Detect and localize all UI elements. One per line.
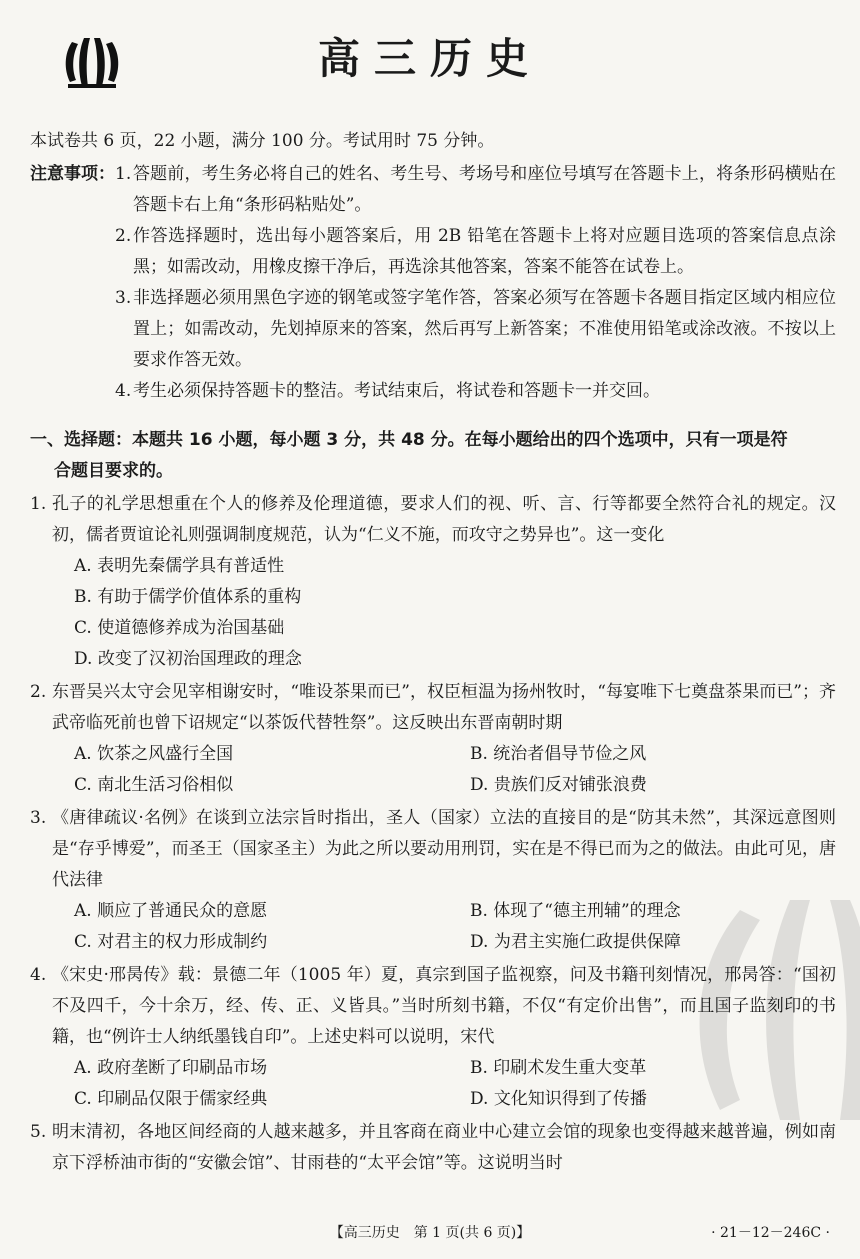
option-d: D. 文化知识得到了传播 bbox=[470, 1089, 647, 1109]
question-number: 5. bbox=[30, 1122, 47, 1142]
question-1 bbox=[30, 489, 836, 675]
option-b: B. 统治者倡导节俭之风 bbox=[470, 744, 647, 764]
question-text: 《宋史·邢昺传》载：景德二年（1005 年）夏，真宗到国子监视察，问及书籍刊刻情况，邢昺答：“国初不及四千，今十余万，经、传、正、义皆具。”当时所刻书籍，不仅“有定价出售”，而且国子监刻印的书籍，也“例许士人纳纸墨钱自印”。上述史料可以说明，宋代 bbox=[52, 965, 836, 1047]
option-c: C. 南北生活习俗相似 bbox=[74, 775, 234, 795]
question-3 bbox=[30, 803, 836, 958]
notice-item-text: 答题前，考生务必将自己的姓名、考生号、考场号和座位号填写在答题卡上，将条形码横贴在答题卡右上角“条形码粘贴处”。 bbox=[133, 164, 836, 215]
question-stem bbox=[30, 960, 836, 1053]
notice-item bbox=[115, 221, 836, 283]
question-4 bbox=[30, 960, 836, 1115]
page-footer: 【高三历史 第 1 页(共 6 页)】 bbox=[329, 1225, 531, 1241]
notice-item-text: 考生必须保持答题卡的整洁。考试结束后，将试卷和答题卡一并交回。 bbox=[133, 381, 660, 401]
exam-content bbox=[30, 126, 836, 1179]
notice-item-number: 4. bbox=[115, 381, 132, 401]
question-stem bbox=[30, 803, 836, 896]
option-b: B. 体现了“德主刑辅”的理念 bbox=[470, 901, 681, 921]
option-a: A. 顺应了普通民众的意愿 bbox=[74, 901, 268, 921]
notice-item-text: 非选择题必须用黑色字迹的钢笔或签字笔作答，答案必须写在答题卡各题目指定区域内相应位置上；如需改动，先划掉原来的答案，然后再写上新答案；不准使用铅笔或涂改液。不按以上要求作答无效。 bbox=[133, 288, 836, 370]
option-a: A. 表明先秦儒学具有普适性 bbox=[74, 556, 285, 576]
option-c: C. 印刷品仅限于儒家经典 bbox=[74, 1089, 268, 1109]
question-options bbox=[30, 551, 836, 675]
notice-item-number: 2. bbox=[115, 226, 132, 246]
notice-item bbox=[115, 376, 836, 407]
question-5 bbox=[30, 1117, 836, 1179]
question-2 bbox=[30, 677, 836, 801]
question-stem bbox=[30, 1117, 836, 1179]
question-options bbox=[30, 896, 836, 958]
section-heading bbox=[30, 425, 836, 487]
question-text: 明末清初，各地区间经商的人越来越多，并且客商在商业中心建立会馆的现象也变得越来越普遍，例如南京下浮桥油市街的“安徽会馆”、甘雨巷的“太平会馆”等。这说明当时 bbox=[52, 1122, 836, 1173]
notice-block bbox=[30, 159, 836, 407]
notice-item-text: 作答选择题时，选出每小题答案后，用 2B 铅笔在答题卡上将对应题目选项的答案信息点涂黑；如需改动，用橡皮擦干净后，再选涂其他答案，答案不能答在试卷上。 bbox=[133, 226, 836, 277]
notice-item bbox=[115, 283, 836, 376]
question-options bbox=[30, 739, 836, 801]
notice-label: 注意事项： bbox=[30, 164, 115, 184]
option-d: D. 贵族们反对铺张浪费 bbox=[470, 775, 647, 795]
question-number: 4. bbox=[30, 965, 47, 985]
option-d: D. 为君主实施仁政提供保障 bbox=[470, 932, 681, 952]
section-heading-line1: 一、选择题：本题共 16 小题，每小题 3 分，共 48 分。在每小题给出的四个选项中，只有一项是符 bbox=[30, 430, 788, 450]
notice-item-number: 1. bbox=[115, 164, 132, 184]
option-c: C. 对君主的权力形成制约 bbox=[74, 932, 268, 952]
notice-item bbox=[115, 159, 836, 221]
section-heading-line2: 合题目要求的。 bbox=[54, 461, 173, 481]
notice-items bbox=[115, 159, 836, 407]
question-stem bbox=[30, 489, 836, 551]
page-title: 高三历史 bbox=[317, 34, 542, 83]
question-text: 东晋吴兴太守会见宰相谢安时，“唯设茶果而已”，权臣桓温为扬州牧时，“每宴唯下七奠盘茶果而已”；齐武帝临死前也曾下诏规定“以茶饭代替牲祭”。这反映出东晋南朝时期 bbox=[52, 682, 836, 733]
question-number: 1. bbox=[30, 494, 47, 514]
notice-item-number: 3. bbox=[115, 288, 132, 308]
question-text: 孔子的礼学思想重在个人的修养及伦理道德，要求人们的视、听、言、行等都要全然符合礼的规定。汉初，儒者贾谊论礼则强调制度规范，认为“仁义不施，而攻守之势异也”。这一变化 bbox=[52, 494, 836, 545]
question-text: 《唐律疏议·名例》在谈到立法宗旨时指出，圣人（国家）立法的直接目的是“防其未然”，其深远意图则是“存乎博爱”，而圣王（国家圣主）为此之所以要动用刑罚，实在是不得已而为之的做法。由此可见，唐代法律 bbox=[52, 808, 836, 890]
option-a: A. 政府垄断了印刷品市场 bbox=[74, 1058, 268, 1078]
option-b: B. 印刷术发生重大变革 bbox=[470, 1058, 647, 1078]
question-number: 3. bbox=[30, 808, 47, 828]
option-b: B. 有助于儒学价值体系的重构 bbox=[74, 587, 302, 607]
exam-intro: 本试卷共 6 页，22 小题，满分 100 分。考试用时 75 分钟。 bbox=[30, 131, 495, 151]
option-c: C. 使道德修养成为治国基础 bbox=[74, 618, 285, 638]
option-a: A. 饮茶之风盛行全国 bbox=[74, 744, 234, 764]
question-stem bbox=[30, 677, 836, 739]
option-d: D. 改变了汉初治国理政的理念 bbox=[74, 649, 302, 669]
question-number: 2. bbox=[30, 682, 47, 702]
paper-code: · 21－12－246C · bbox=[711, 1225, 830, 1241]
question-options bbox=[30, 1053, 836, 1115]
